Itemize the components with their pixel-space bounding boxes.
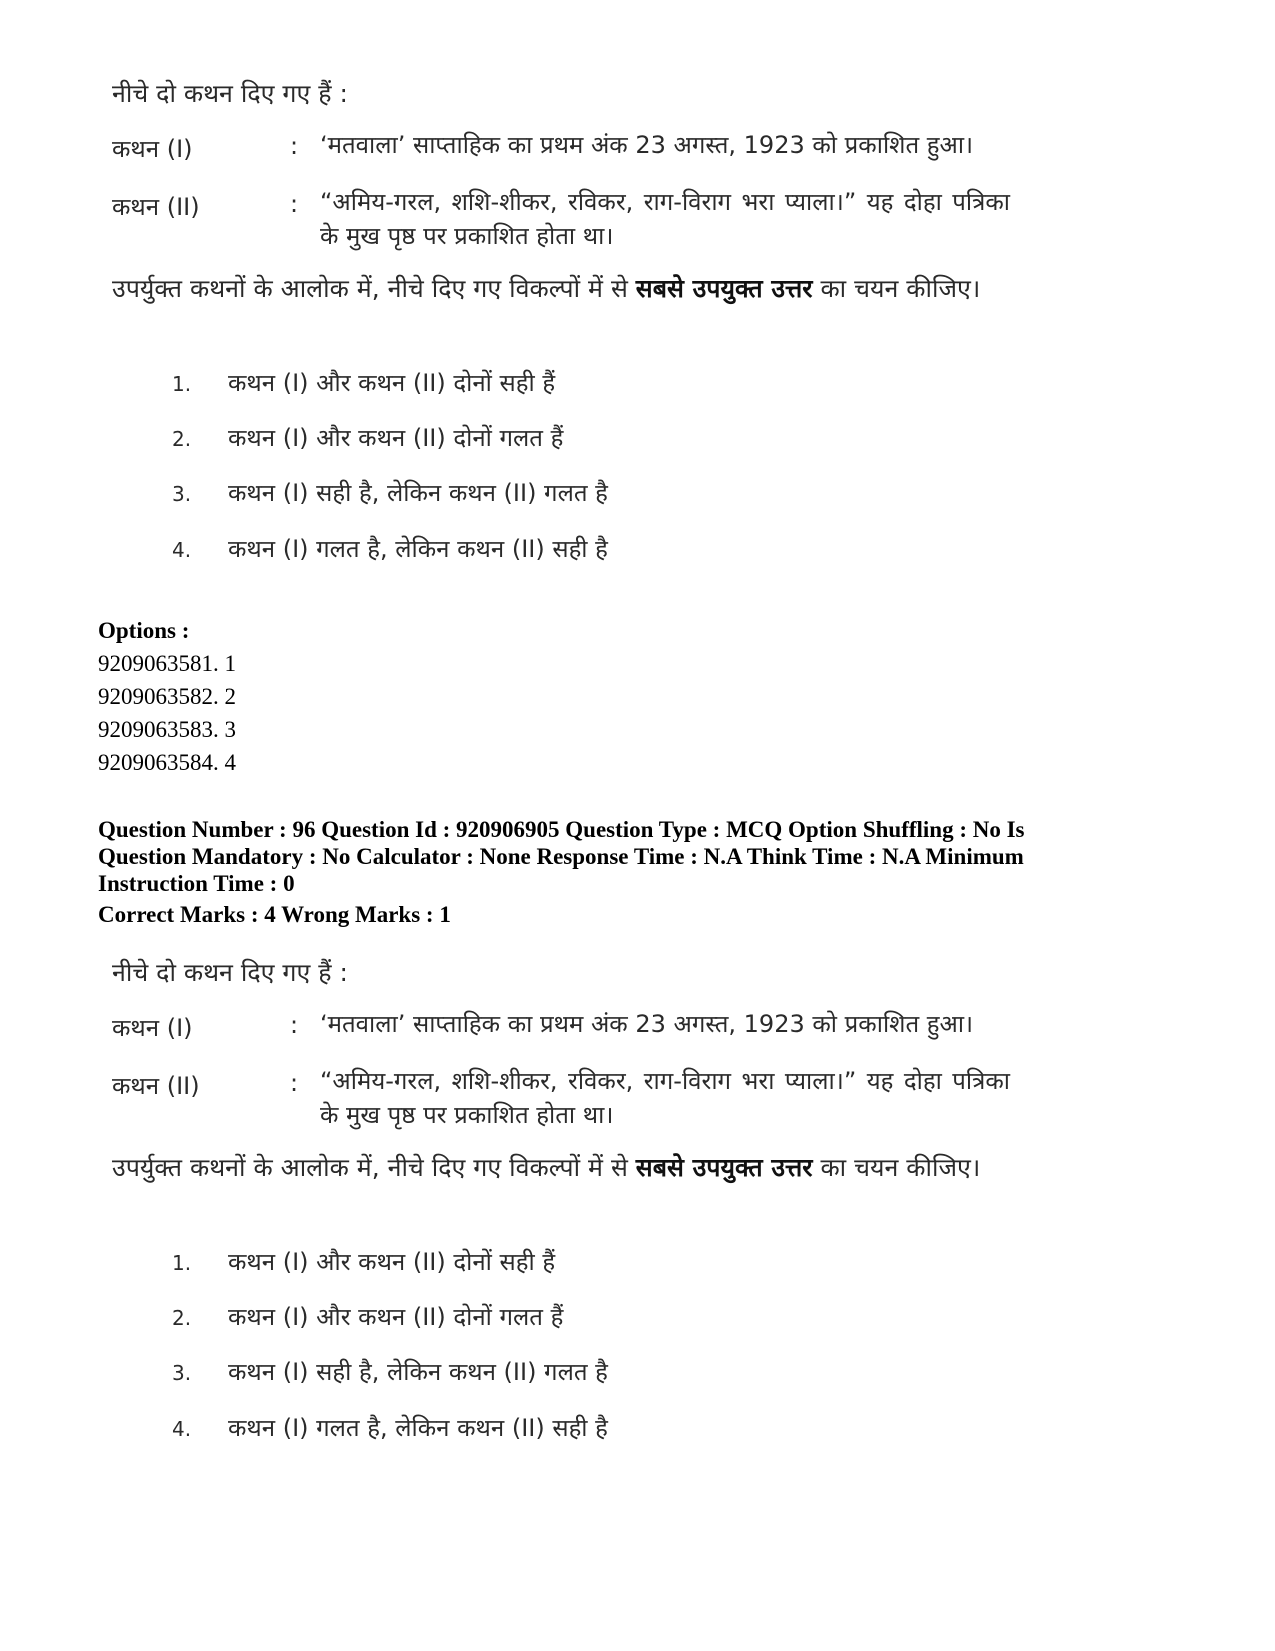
- statement-2-label: कथन (II): [112, 193, 200, 221]
- choice-text: कथन (I) और कथन (II) दोनों सही हैं: [228, 369, 556, 397]
- question-block-2: [112, 955, 1012, 1475]
- option-item: 9209063583. 3: [98, 717, 236, 742]
- question-intro: नीचे दो कथन दिए गए हैं :: [112, 958, 348, 987]
- choice-4: [172, 1411, 608, 1444]
- statement-2-text: “अमिय-गरल, शशि-शीकर, रविकर, राग-विराग भरा प्याला।” यह दोहा पत्रिका के मुख पृष्ठ पर प्रकाशित होता था।: [320, 1067, 1010, 1129]
- choice-number: 4.: [172, 538, 192, 562]
- question-marks: Correct Marks : 4 Wrong Marks : 1: [98, 902, 451, 927]
- option-item: 9209063581. 1: [98, 651, 236, 676]
- options-list: [98, 614, 236, 779]
- question-instruction: [112, 1151, 1002, 1185]
- instruction-start: उपर्युक्त कथनों के आलोक में, नीचे दिए गए विकल्पों में से: [112, 1153, 636, 1182]
- instruction-end: का चयन कीजिए।: [812, 1153, 981, 1182]
- choice-3: [172, 476, 608, 509]
- options-heading: Options :: [98, 618, 190, 643]
- choice-number: 2.: [172, 427, 192, 451]
- question-intro: नीचे दो कथन दिए गए हैं :: [112, 79, 348, 108]
- question-meta: [98, 816, 1098, 897]
- instruction-emphasis: सबसे उपयुक्त उत्तर: [635, 274, 813, 303]
- choice-4: [172, 532, 608, 565]
- choice-2: [172, 1300, 563, 1333]
- choice-number: 2.: [172, 1306, 192, 1330]
- choice-text: कथन (I) और कथन (II) दोनों सही हैं: [228, 1248, 556, 1276]
- choice-number: 4.: [172, 1417, 192, 1441]
- choice-text: कथन (I) गलत है, लेकिन कथन (II) सही है: [228, 1414, 608, 1442]
- option-item: 9209063582. 2: [98, 684, 236, 709]
- choice-number: 3.: [172, 482, 192, 506]
- choice-3: [172, 1355, 608, 1388]
- statement-2-label: कथन (II): [112, 1072, 200, 1100]
- question-block-1: [112, 76, 1012, 596]
- choice-number: 3.: [172, 1361, 192, 1385]
- statement-2-colon: :: [290, 1069, 299, 1097]
- choice-text: कथन (I) सही है, लेकिन कथन (II) गलत है: [228, 479, 608, 507]
- instruction-start: उपर्युक्त कथनों के आलोक में, नीचे दिए गए विकल्पों में से: [112, 274, 636, 303]
- statement-1-label: कथन (I): [112, 135, 193, 163]
- choice-text: कथन (I) गलत है, लेकिन कथन (II) सही है: [228, 535, 608, 563]
- meta-line: Question Mandatory : No Calculator : None Response Time : N.A Think Time : N.A Minimum: [98, 844, 1024, 869]
- statement-1-text: ‘मतवाला’ साप्ताहिक का प्रथम अंक 23 अगस्त, 1923 को प्रकाशित हुआ।: [320, 131, 974, 159]
- meta-line: Question Number : 96 Question Id : 920906905 Question Type : MCQ Option Shuffling : No Is: [98, 817, 1025, 842]
- question-instruction: [112, 272, 1002, 306]
- option-item: 9209063584. 4: [98, 750, 236, 775]
- statement-1-label: कथन (I): [112, 1014, 193, 1042]
- statement-1-text: ‘मतवाला’ साप्ताहिक का प्रथम अंक 23 अगस्त, 1923 को प्रकाशित हुआ।: [320, 1010, 974, 1038]
- statement-2-colon: :: [290, 190, 299, 218]
- choice-text: कथन (I) और कथन (II) दोनों गलत हैं: [228, 424, 564, 452]
- choice-number: 1.: [172, 372, 192, 396]
- statement-1-colon: :: [290, 1011, 299, 1039]
- choice-text: कथन (I) सही है, लेकिन कथन (II) गलत है: [228, 1358, 608, 1386]
- statement-2-text: “अमिय-गरल, शशि-शीकर, रविकर, राग-विराग भरा प्याला।” यह दोहा पत्रिका के मुख पृष्ठ पर प्रकाशित होता था।: [320, 188, 1010, 250]
- choice-1: [172, 366, 555, 399]
- instruction-end: का चयन कीजिए।: [812, 274, 981, 303]
- choice-2: [172, 421, 563, 454]
- meta-line: Instruction Time : 0: [98, 871, 295, 896]
- choice-number: 1.: [172, 1251, 192, 1275]
- choice-1: [172, 1245, 555, 1278]
- choice-text: कथन (I) और कथन (II) दोनों गलत हैं: [228, 1303, 564, 1331]
- statement-1-colon: :: [290, 132, 299, 160]
- instruction-emphasis: सबसे उपयुक्त उत्तर: [635, 1153, 813, 1182]
